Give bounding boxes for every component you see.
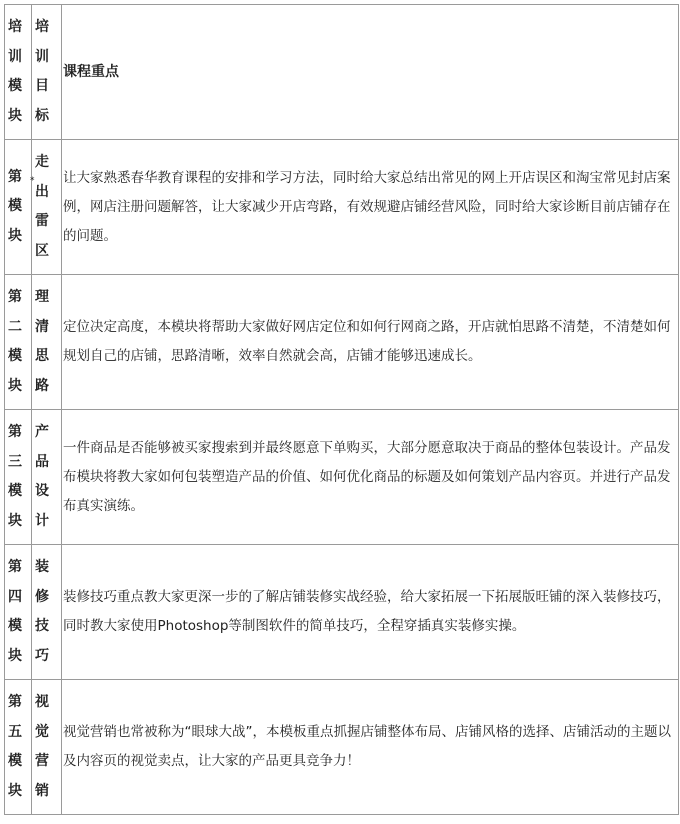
table-header-row [5,5,679,140]
table-row [5,140,679,275]
goal-cell: 装修技巧 [32,545,62,680]
course-table [4,4,679,815]
content-cell: 让大家熟悉春华教育课程的安排和学习方法，同时给大家总结出常见的网上开店误区和淘宝常见封店案例，网店注册问题解答，让大家减少开店弯路，有效规避店铺经营风险，同时给大家诊断目前店铺存在的问题。 [62,140,679,275]
module-cell: 第五模块 [5,680,32,815]
header-module: 培训模块 [5,5,32,140]
asterisk-mark: * [30,176,35,186]
header-content: 课程重点 [62,5,679,140]
table-row [5,545,679,680]
content-cell: 视觉营销也常被称为“眼球大战”，本模板重点抓握店铺整体布局、店铺风格的选择、店铺活动的主题以及内容页的视觉卖点，让大家的产品更具竞争力！ [62,680,679,815]
table-row [5,410,679,545]
module-cell: 第二模块 [5,275,32,410]
module-cell: 第三模块 [5,410,32,545]
content-cell: 装修技巧重点教大家更深一步的了解店铺装修实战经验，给大家拓展一下拓展版旺铺的深入装修技巧，同时教大家使用Photoshop等制图软件的简单技巧，全程穿插真实装修实操。 [62,545,679,680]
module-cell: 第四模块 [5,545,32,680]
content-cell: 定位决定高度，本模块将帮助大家做好网店定位和如何行网商之路，开店就怕思路不清楚，不清楚如何规划自己的店铺，思路清晰，效率自然就会高，店铺才能够迅速成长。 [62,275,679,410]
goal-cell: 理清思路 [32,275,62,410]
table-row [5,275,679,410]
content-cell: 一件商品是否能够被买家搜索到并最终愿意下单购买，大部分愿意取决于商品的整体包装设计。产品发布模块将教大家如何包装塑造产品的价值、如何优化商品的标题及如何策划产品内容页。并进行产品发布真实演练。 [62,410,679,545]
module-cell [5,140,32,275]
goal-cell: 走出雷区 [32,140,62,275]
module-label: 第模块 [8,168,22,244]
goal-cell: 产品设计 [32,410,62,545]
header-goal: 培训目标 [32,5,62,140]
table-row [5,680,679,815]
goal-cell: 视觉营销 [32,680,62,815]
